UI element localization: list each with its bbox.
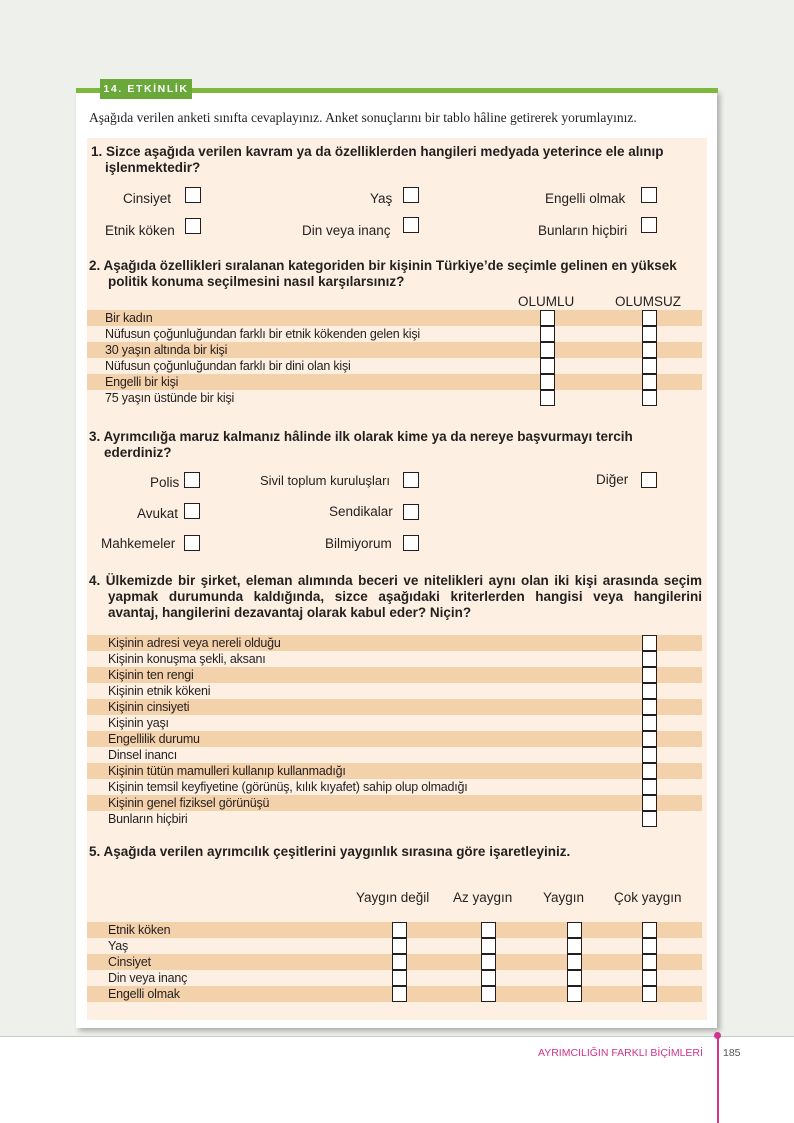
q2-checkbox-olumlu[interactable] bbox=[540, 326, 555, 342]
activity-instructions: Aşağıda verilen anketi sınıfta cevaplayınız. Anket sonuçlarını bir tablo hâline getirerek yorumlayınız. bbox=[89, 110, 637, 125]
q3-checkbox-mahkemeler[interactable] bbox=[184, 535, 200, 551]
q4-checkbox[interactable] bbox=[642, 683, 657, 699]
q2-checkbox-olumlu[interactable] bbox=[540, 342, 555, 358]
q2-checkbox-olumsuz[interactable] bbox=[642, 326, 657, 342]
q5-checkbox[interactable] bbox=[481, 954, 496, 970]
q2-column-olumlu: OLUMLU bbox=[518, 294, 575, 309]
q5-column-cok-yaygin: Çok yaygın bbox=[614, 890, 682, 905]
q3-checkbox-avukat[interactable] bbox=[184, 503, 200, 519]
q2-row-label: Nüfusun çoğunluğundan farklı bir dini olan kişi bbox=[105, 359, 351, 373]
q1-text-line2: işlenmektedir? bbox=[105, 160, 201, 175]
q2-row-label: 30 yaşın altında bir kişi bbox=[105, 343, 228, 357]
q1-option-label: Bunların hiçbiri bbox=[538, 223, 628, 238]
q5-checkbox[interactable] bbox=[567, 922, 582, 938]
q4-checkbox[interactable] bbox=[642, 811, 657, 827]
q2-row-label: Engelli bir kişi bbox=[105, 375, 179, 389]
q3-checkbox-polis[interactable] bbox=[184, 472, 200, 488]
q1-checkbox-din[interactable] bbox=[403, 217, 419, 233]
q1-option-label: Etnik köken bbox=[105, 223, 175, 238]
q4-row-label: Kişinin genel fiziksel görünüşü bbox=[108, 796, 270, 810]
q2-column-olumsuz: OLUMSUZ bbox=[615, 294, 682, 309]
q4-checkbox[interactable] bbox=[642, 763, 657, 779]
q3-text-line2: ederdiniz? bbox=[104, 445, 172, 460]
q3-checkbox-diger[interactable] bbox=[641, 472, 657, 488]
q4-row-label: Kişinin konuşma şekli, aksanı bbox=[108, 652, 266, 666]
q5-checkbox[interactable] bbox=[642, 922, 657, 938]
q2-checkbox-olumlu[interactable] bbox=[540, 374, 555, 390]
q3-text-line1: 3. Ayrımcılığa maruz kalmanız hâlinde ilk olarak kime ya da nereye başvurmayı tercih bbox=[89, 429, 633, 444]
footer-section-title: AYRIMCILIĞIN FARKLI BİÇİMLERİ bbox=[538, 1047, 703, 1059]
q1-text-line1: 1. Sizce aşağıda verilen kavram ya da özelliklerden hangileri medyada yeterince ele alınıp bbox=[91, 144, 664, 159]
q2-checkbox-olumsuz[interactable] bbox=[642, 342, 657, 358]
q3-checkbox-bilmiyorum[interactable] bbox=[403, 535, 419, 551]
q4-checkbox[interactable] bbox=[642, 667, 657, 683]
q5-checkbox[interactable] bbox=[567, 938, 582, 954]
q5-checkbox[interactable] bbox=[567, 954, 582, 970]
q5-checkbox[interactable] bbox=[481, 922, 496, 938]
q2-checkbox-olumsuz[interactable] bbox=[642, 390, 657, 406]
q5-checkbox[interactable] bbox=[642, 970, 657, 986]
q1-option-label: Cinsiyet bbox=[123, 191, 172, 206]
q2-text-line2: politik konuma seçilmesini nasıl karşılarsınız? bbox=[108, 274, 405, 289]
q5-text-line1: 5. Aşağıda verilen ayrımcılık çeşitlerini yaygınlık sırasına göre işaretleyiniz. bbox=[89, 844, 571, 859]
q4-checkbox[interactable] bbox=[642, 651, 657, 667]
q5-column-az-yaygin: Az yaygın bbox=[453, 890, 513, 905]
q2-row-label: Bir kadın bbox=[105, 311, 153, 325]
q4-checkbox[interactable] bbox=[642, 699, 657, 715]
q3-option-label: Avukat bbox=[137, 506, 179, 521]
q4-text-line2: yapmak durumunda kaldığında, sizce aşağıdaki kriterlerden hangisi veya hangilerini bbox=[108, 589, 702, 604]
q4-checkbox[interactable] bbox=[642, 731, 657, 747]
q4-row-label: Dinsel inancı bbox=[108, 748, 177, 762]
q4-row-label: Kişinin adresi veya nereli olduğu bbox=[108, 636, 281, 650]
q4-text-line1: 4. Ülkemizde bir şirket, eleman alımında beceri ve nitelikleri aynı olan iki kişi arasında seçim bbox=[89, 573, 702, 588]
q3-option-label: Mahkemeler bbox=[101, 536, 176, 551]
q3-option-label: Diğer bbox=[596, 472, 629, 487]
q1-option-label: Engelli olmak bbox=[545, 191, 626, 206]
q5-column-yaygin: Yaygın bbox=[543, 890, 585, 905]
q2-checkbox-olumlu[interactable] bbox=[540, 358, 555, 374]
q5-checkbox[interactable] bbox=[392, 938, 407, 954]
q5-checkbox[interactable] bbox=[642, 938, 657, 954]
q4-checkbox[interactable] bbox=[642, 635, 657, 651]
q4-row-label: Engellilik durumu bbox=[108, 732, 200, 746]
q4-checkbox[interactable] bbox=[642, 715, 657, 731]
q5-checkbox[interactable] bbox=[567, 970, 582, 986]
q1-checkbox-engelli[interactable] bbox=[641, 187, 657, 203]
q1-checkbox-hicbiri[interactable] bbox=[641, 217, 657, 233]
q3-checkbox-stk[interactable] bbox=[403, 472, 419, 488]
q4-row-label: Kişinin etnik kökeni bbox=[108, 684, 211, 698]
q5-checkbox[interactable] bbox=[392, 986, 407, 1002]
q2-row-stripe bbox=[87, 374, 702, 390]
activity-tag: 14. ETKİNLİK bbox=[100, 79, 192, 99]
q4-text-line3: avantaj, hangilerini dezavantaj olarak kabul eder? Niçin? bbox=[108, 605, 472, 620]
q2-row-label: 75 yaşın üstünde bir kişi bbox=[105, 391, 235, 405]
q5-checkbox[interactable] bbox=[392, 970, 407, 986]
q4-row-label: Kişinin temsil keyfiyetine (görünüş, kılık kıyafet) sahip olup olmadığı bbox=[108, 780, 468, 794]
q1-checkbox-yas[interactable] bbox=[403, 187, 419, 203]
page-divider bbox=[0, 1036, 794, 1037]
q5-checkbox[interactable] bbox=[481, 938, 496, 954]
q5-checkbox[interactable] bbox=[642, 954, 657, 970]
q2-checkbox-olumsuz[interactable] bbox=[642, 310, 657, 326]
q1-option-label: Din veya inanç bbox=[302, 223, 391, 238]
q2-checkbox-olumsuz[interactable] bbox=[642, 358, 657, 374]
q2-row-label: Nüfusun çoğunluğundan farklı bir etnik kökenden gelen kişi bbox=[105, 327, 420, 341]
q5-row-label: Engelli olmak bbox=[108, 987, 180, 1001]
q2-text-line1: 2. Aşağıda özellikleri sıralanan kategoriden bir kişinin Türkiye’de seçimle gelinen en yüksek bbox=[89, 258, 677, 273]
q3-option-label: Polis bbox=[150, 475, 180, 490]
page-number: 185 bbox=[723, 1047, 741, 1059]
q5-checkbox[interactable] bbox=[392, 954, 407, 970]
q4-row-label: Bunların hiçbiri bbox=[108, 812, 188, 826]
q5-checkbox[interactable] bbox=[481, 970, 496, 986]
footer-marker-line bbox=[717, 1036, 719, 1123]
q4-row-label: Kişinin tütün mamulleri kullanıp kullanmadığı bbox=[108, 764, 346, 778]
q4-row-label: Kişinin yaşı bbox=[108, 716, 169, 730]
q4-checkbox[interactable] bbox=[642, 795, 657, 811]
q5-checkbox[interactable] bbox=[567, 986, 582, 1002]
q5-checkbox[interactable] bbox=[642, 986, 657, 1002]
q3-checkbox-sendikalar[interactable] bbox=[403, 504, 419, 520]
q5-row-label: Din veya inanç bbox=[108, 971, 188, 985]
q5-checkbox[interactable] bbox=[481, 986, 496, 1002]
q4-row-label: Kişinin ten rengi bbox=[108, 668, 194, 682]
q4-checkbox[interactable] bbox=[642, 779, 657, 795]
q5-checkbox[interactable] bbox=[392, 922, 407, 938]
q5-column-yaygin-degil: Yaygın değil bbox=[356, 890, 430, 905]
q3-option-label: Bilmiyorum bbox=[325, 536, 392, 551]
q2-checkbox-olumlu[interactable] bbox=[540, 310, 555, 326]
q2-row-stripe bbox=[87, 310, 702, 326]
q1-checkbox-etnik[interactable] bbox=[185, 218, 201, 234]
q2-checkbox-olumlu[interactable] bbox=[540, 390, 555, 406]
q4-row-label: Kişinin cinsiyeti bbox=[108, 700, 190, 714]
q5-row-label: Cinsiyet bbox=[108, 955, 151, 969]
q5-row-label: Yaş bbox=[108, 939, 129, 953]
q3-option-label: Sendikalar bbox=[329, 504, 393, 519]
q2-checkbox-olumsuz[interactable] bbox=[642, 374, 657, 390]
q5-row-label: Etnik köken bbox=[108, 923, 171, 937]
q1-option-label: Yaş bbox=[370, 191, 393, 206]
q1-checkbox-cinsiyet[interactable] bbox=[185, 187, 201, 203]
q4-checkbox[interactable] bbox=[642, 747, 657, 763]
q3-option-label: Sivil toplum kuruluşları bbox=[260, 473, 391, 488]
